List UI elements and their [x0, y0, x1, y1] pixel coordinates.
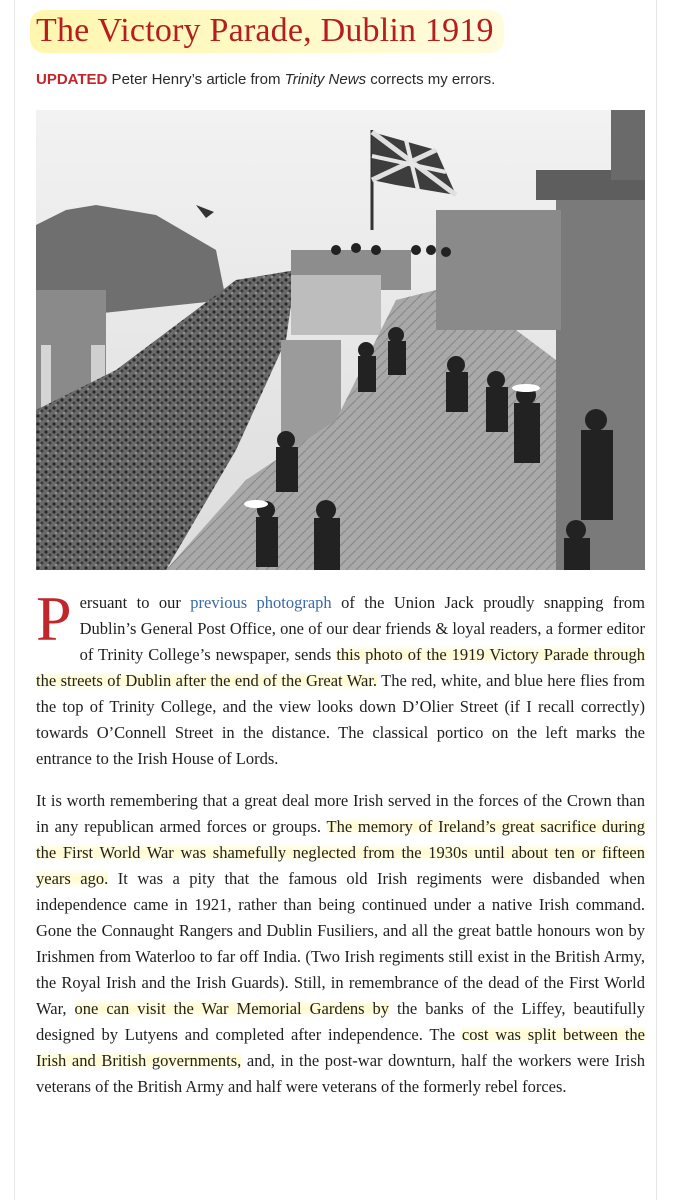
updated-tag: UPDATED	[36, 71, 108, 88]
p2-text-1: It is worth remembering that a great deal more Irish served in the forces of the Crown than in any republican armed forces or groups.	[36, 791, 645, 836]
page-title	[30, 12, 504, 50]
p2-text-3: It was a pity that the famous old Irish regiments were disbanded when independence came in 1921, rather than being continued under a native Irish command. Gone the Connaught Rangers and Dublin Fusiliers, and all the great battle honours won by Irishmen from Waterloo to far off India. (Two Irish regiments still exist in the British Army, the Royal Irish and the Irish Guards). Still, in remembrance of the dead of the First World War,	[36, 869, 645, 1018]
crowd-rooftop-photo-icon	[36, 110, 645, 570]
p2-text-5: the banks of the Liffey, beautifully designed by Lutyens and completed after independence. The	[36, 999, 645, 1044]
paragraph-2	[36, 788, 645, 1100]
title-text: The Victory Parade, Dublin 1919	[30, 10, 504, 53]
p1-text-2: of the Union Jack proudly snapping from Dublin’s General Post Office, one of our dear friends & loyal readers, a former editor of Trinity College’s newspaper, sends	[79, 593, 645, 664]
drop-cap: P	[36, 583, 72, 654]
p1-highlight: this photo of the 1919 Victory Parade through the streets of Dublin after the end of the Great War.	[36, 645, 645, 690]
parade-photo	[36, 110, 645, 570]
p2-highlight-3: cost was split between the Irish and British governments,	[36, 1025, 645, 1070]
update-text-before: Peter Henry’s article from	[107, 71, 285, 88]
update-note	[36, 71, 495, 88]
article-body	[36, 583, 646, 1116]
p2-highlight-1: The memory of Ireland’s great sacrifice during the First World War was shamefully neglected from the 1930s until about ten or fifteen years ago.	[36, 817, 646, 888]
update-source: Trinity News	[284, 71, 367, 88]
p1-text-4: The red, white, and blue here flies from the top of Trinity College, and the view looks down D’Olier Street (if I recall correctly) towards O’Connell Street in the distance. The classical portico on the left marks the entrance to the Irish House of Lords.	[36, 671, 645, 768]
paragraph-1	[36, 583, 645, 772]
previous-photograph-link[interactable]: previous photograph	[190, 593, 332, 612]
p2-text-7: and, in the post-war downturn, half the workers were Irish veterans of the British Army and half were veterans of the formerly rebel forces.	[36, 1051, 645, 1096]
p1-text-1: ersuant to our	[79, 593, 191, 612]
p2-highlight-2: one can visit the War Memorial Gardens by	[74, 999, 390, 1018]
update-text-after: corrects my errors.	[366, 71, 496, 88]
